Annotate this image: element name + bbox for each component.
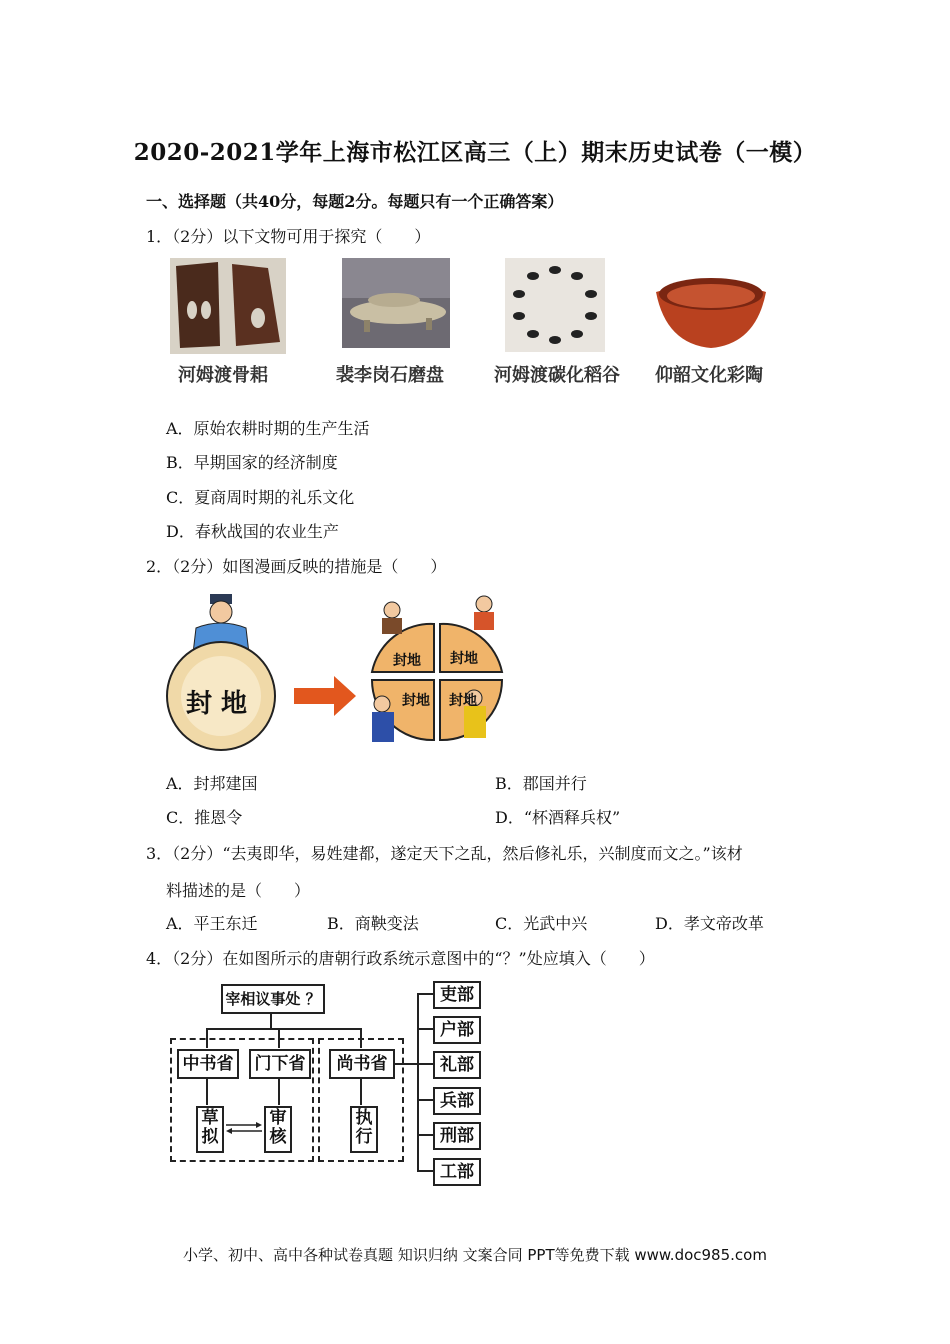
draft-box bbox=[196, 1106, 224, 1153]
connector-shangshu bbox=[360, 1028, 362, 1048]
draft-label: 草拟 bbox=[201, 1108, 219, 1147]
ministry-war: 兵部 bbox=[433, 1087, 481, 1115]
q1-option-d: D．春秋战国的农业生产 bbox=[166, 522, 339, 541]
image-caption-4: 仰韶文化彩陶 bbox=[655, 365, 763, 386]
q2-option-b: B．郡国并行 bbox=[495, 774, 587, 793]
review-label: 审核 bbox=[269, 1108, 287, 1147]
page-footer: 小学、初中、高中各种试卷真题 知识归纳 文案合同 PPT等免费下载 www.doc985.com bbox=[183, 1246, 767, 1264]
shangshu-box: 尚书省 bbox=[329, 1049, 395, 1079]
q2-option-c: C．推恩令 bbox=[166, 808, 243, 827]
cartoon-small-label-3: 封地 bbox=[402, 693, 430, 709]
execute-label: 执行 bbox=[355, 1108, 373, 1147]
connector-zhongshu bbox=[206, 1028, 208, 1048]
connector-menxia bbox=[278, 1028, 280, 1048]
ministry-justice: 刑部 bbox=[433, 1122, 481, 1150]
connector-zhi bbox=[360, 1077, 362, 1105]
connector-top bbox=[270, 1012, 272, 1028]
painted-pottery-image bbox=[652, 270, 770, 352]
ministry-personnel: 吏部 bbox=[433, 981, 481, 1009]
question-2-stem: 2．（2分）如图漫画反映的措施是（ ） bbox=[146, 557, 447, 576]
cartoon-small-label-2: 封地 bbox=[450, 651, 478, 667]
cartoon-small-label-4: 封地 bbox=[449, 693, 477, 709]
cartoon-small-label-1: 封地 bbox=[393, 653, 421, 669]
ministries-bracket bbox=[417, 993, 419, 1171]
cartoon-big-label: 封 地 bbox=[186, 689, 248, 719]
connector-shen bbox=[278, 1077, 280, 1105]
question-3-stem-line2: 料描述的是（ ） bbox=[166, 881, 311, 900]
connector-ministries bbox=[393, 1063, 417, 1065]
question-4-stem: 4．（2分）在如图所示的唐朝行政系统示意图中的“？”处应填入（ ） bbox=[146, 949, 655, 968]
q3-option-a: A．平王东迁 bbox=[166, 914, 258, 933]
grinding-stone-image bbox=[342, 258, 450, 348]
chancellor-office-box: 宰相议事处 ？ bbox=[221, 984, 325, 1014]
review-box bbox=[264, 1106, 292, 1153]
image-caption-1: 河姆渡骨耜 bbox=[178, 365, 268, 386]
ministry-tick-5 bbox=[417, 1134, 433, 1136]
execute-box bbox=[350, 1106, 378, 1153]
ministry-revenue: 户部 bbox=[433, 1016, 481, 1044]
ministry-tick-2 bbox=[417, 1028, 433, 1030]
ministry-tick-1 bbox=[417, 993, 433, 995]
bone-spade-image bbox=[170, 258, 286, 354]
page-title: 2020-2021学年上海市松江区高三（上）期末历史试卷（一模） bbox=[133, 139, 817, 166]
section-heading: 一、选择题（共40分，每题2分。每题只有一个正确答案） bbox=[146, 192, 564, 211]
question-1-stem: 1．（2分）以下文物可用于探究（ ） bbox=[146, 227, 431, 246]
q1-option-a: A．原始农耕时期的生产生活 bbox=[166, 419, 370, 438]
ministry-tick-6 bbox=[417, 1170, 433, 1172]
q1-option-b: B．早期国家的经济制度 bbox=[166, 453, 338, 472]
ministry-rites: 礼部 bbox=[433, 1051, 481, 1079]
image-caption-3: 河姆渡碳化稻谷 bbox=[494, 365, 620, 386]
connector-horizontal bbox=[206, 1028, 361, 1030]
q3-option-d: D．孝文帝改革 bbox=[655, 914, 764, 933]
carbonized-rice-image bbox=[505, 258, 605, 352]
zhongshu-box: 中书省 bbox=[177, 1049, 239, 1079]
ministry-works: 工部 bbox=[433, 1158, 481, 1186]
question-3-stem-line1: 3．（2分）“去夷即华，易姓建都，遂定天下之乱，然后修礼乐，兴制度而文之。”该材 bbox=[146, 844, 743, 863]
menxia-box: 门下省 bbox=[249, 1049, 311, 1079]
connector-cao bbox=[206, 1077, 208, 1105]
q2-option-a: A．封邦建国 bbox=[166, 774, 258, 793]
q2-option-d: D．“杯酒释兵权” bbox=[495, 808, 621, 827]
image-caption-2: 裴李岗石磨盘 bbox=[336, 365, 444, 386]
q3-option-c: C．光武中兴 bbox=[495, 914, 588, 933]
ministry-tick-4 bbox=[417, 1099, 433, 1101]
ministry-tick-3 bbox=[417, 1063, 433, 1065]
q3-option-b: B．商鞅变法 bbox=[327, 914, 419, 933]
fief-cartoon bbox=[166, 592, 511, 760]
q1-option-c: C．夏商周时期的礼乐文化 bbox=[166, 488, 355, 507]
draft-review-arrow bbox=[224, 1120, 264, 1136]
